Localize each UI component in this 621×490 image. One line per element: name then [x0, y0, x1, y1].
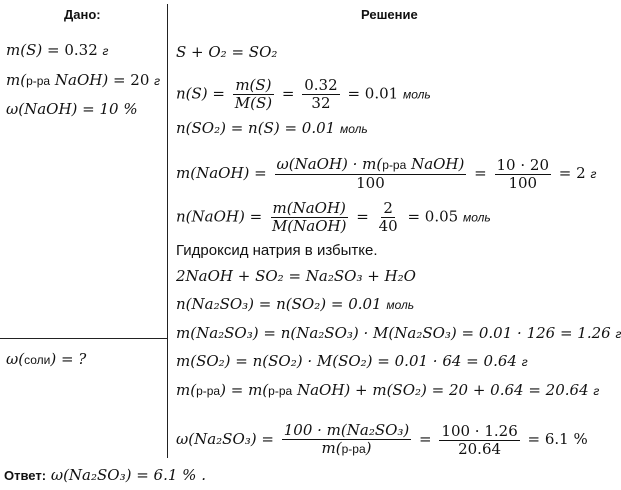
calc-n-so2: n(SO₂) = n(S) = 0.01 моль: [176, 119, 368, 137]
reaction-2: 2NaOH + SO₂ = Na₂SO₃ + H₂O: [176, 267, 416, 285]
calc-n-na2so3: n(Na₂SO₃) = n(SO₂) = 0.01 моль: [176, 295, 415, 313]
given-mass-sulfur: m(S) = 0.32 г: [6, 41, 109, 59]
find-divider: [0, 338, 167, 339]
answer-line: [4, 466, 206, 484]
calc-m-naoh: m(NaOH) = $\frac{\text{ω(NaOH) · m(р-ра NaOH)}}{100}$ = $\frac{10 \cdot 20}{100}$ = 2 г: [176, 155, 597, 192]
vertical-divider: [167, 4, 168, 458]
answer-label: Ответ:: [4, 468, 47, 483]
calc-m-so2: m(SO₂) = n(SO₂) · M(SO₂) = 0.01 · 64 = 0.64 г: [176, 352, 528, 370]
given-mass-solution: m(р-ра NaOH) = 20 г: [6, 71, 161, 89]
reaction-1: S + O₂ = SO₂: [176, 43, 278, 61]
calc-n-naoh: n(NaOH) = $\frac{\text{m(NaOH)}}{\text{M(NaOH)}}$ = $\frac{2}{40}$ = 0.05 моль: [176, 199, 491, 235]
excess-note: Гидроксид натрия в избытке.: [176, 242, 378, 259]
find-salt-fraction: ω(соли) = ?: [6, 350, 87, 368]
answer-value: ω(Na₂SO₃) = 6.1 % .: [50, 466, 206, 484]
calc-m-solution: m(р-ра) = m(р-ра NaOH) + m(SO₂) = 20 + 0.64 = 20.64 г: [176, 381, 600, 399]
calc-w-na2so3: ω(Na₂SO₃) = $\frac{\text{100 · m(Na₂SO₃)}}{m(р-ра)}$ = $\frac{100 \cdot 1.26}{20.64}$ = 6.1 %: [176, 421, 588, 458]
calc-m-na2so3: m(Na₂SO₃) = n(Na₂SO₃) · M(Na₂SO₃) = 0.01 · 126 = 1.26 г: [176, 324, 621, 342]
calc-n-sulfur: n(S) = $\frac{m(S)}{M(S)}$ = $\frac{0.32}{32}$ = 0.01 моль: [176, 76, 431, 112]
solution-header: Решение: [361, 7, 418, 22]
given-mass-fraction: ω(NaOH) = 10 %: [6, 100, 138, 118]
given-header: Дано:: [64, 7, 101, 22]
